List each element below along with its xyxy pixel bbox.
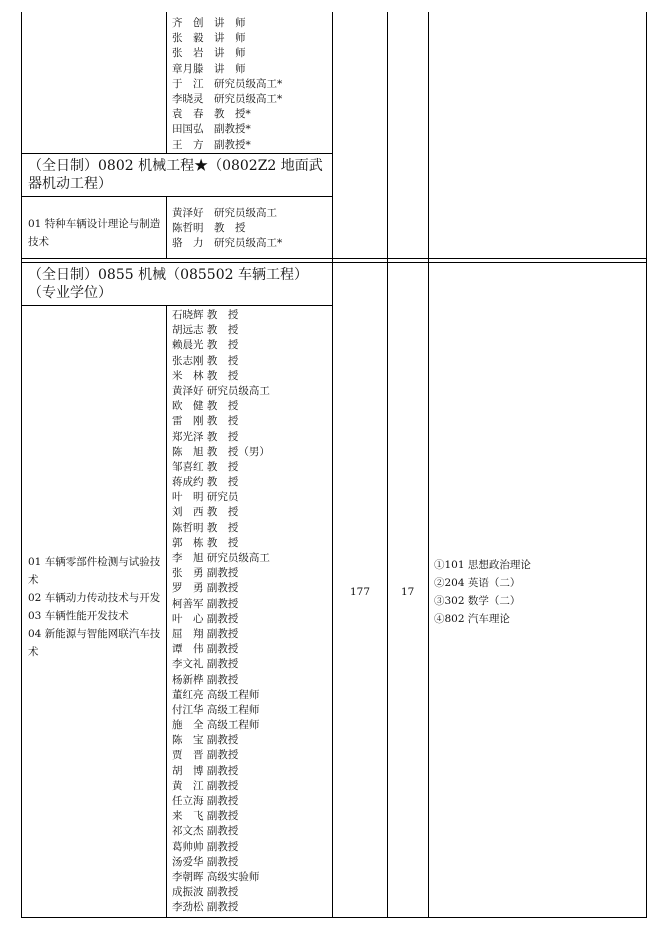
teacher-entry: 王 方 副教授* bbox=[172, 138, 251, 151]
teacher-entry: 胡远志 教 授 bbox=[172, 324, 239, 337]
teacher-entry: 张志刚 教 授 bbox=[172, 354, 239, 367]
teacher-entry: 李 旭 研究员级高工 bbox=[172, 552, 270, 564]
teacher-entry: 成振波 副教授 bbox=[172, 886, 239, 899]
direction-item: 04 新能源与智能网联汽车技术 bbox=[28, 628, 161, 658]
teacher-entry: 黄 江 副教授 bbox=[172, 779, 239, 792]
row-line-b-heading bbox=[21, 196, 332, 197]
teacher-entry: 张 毅 讲 师 bbox=[172, 32, 246, 45]
exam-subject: ③302 数学（二） bbox=[434, 595, 521, 607]
teacher-entry: 袁 春 教 授* bbox=[172, 108, 251, 121]
teacher-entry: 郭 栋 教 授 bbox=[172, 536, 239, 549]
teacher-entry: 董红亮 高级工程师 bbox=[172, 688, 260, 701]
teacher-entry: 任立海 副教授 bbox=[172, 795, 239, 807]
teacher-entry: 付江华 高级工程师 bbox=[172, 703, 260, 716]
teacher-entry: 蒋成约 教 授 bbox=[172, 476, 239, 489]
teacher-entry: 黄泽好 研究员级高工 bbox=[172, 384, 270, 397]
teacher-entry: 刘 西 教 授 bbox=[172, 506, 239, 519]
row-line-b-end-1 bbox=[21, 258, 646, 259]
teacher-entry: 于 江 研究员级高工* bbox=[172, 77, 283, 90]
teacher-entry: 陈 旭 教 授（男） bbox=[172, 445, 270, 458]
direction-item: 01 车辆零部件检测与试验技术 bbox=[28, 556, 161, 586]
program-heading-0802: （全日制）0802 机械工程★（0802Z2 地面武器机动工程） bbox=[28, 158, 323, 192]
teacher-entry: 汤爱华 副教授 bbox=[172, 855, 239, 868]
col-divider-direction-a bbox=[166, 12, 167, 153]
teacher-entry: 贾 晋 副教授 bbox=[172, 749, 239, 762]
teacher-entry: 雷 刚 教 授 bbox=[172, 415, 239, 428]
table-border-left bbox=[21, 12, 22, 918]
research-direction-b: 01 特种车辆设计理论与制造技术 bbox=[28, 218, 161, 248]
teacher-list-b bbox=[172, 206, 282, 252]
direction-item: 03 车辆性能开发技术 bbox=[28, 610, 129, 622]
teacher-entry: 邹喜红 教 授 bbox=[172, 460, 239, 473]
exam-subject: ②204 英语（二） bbox=[434, 577, 521, 589]
teacher-entry: 赖晨光 教 授 bbox=[172, 339, 239, 352]
teacher-entry: 杨新桦 副教授 bbox=[172, 673, 239, 686]
teacher-entry: 石晓辉 教 授 bbox=[172, 309, 239, 321]
col-divider-enrollment bbox=[387, 12, 388, 918]
teacher-entry: 田国弘 副教授* bbox=[172, 123, 251, 136]
teacher-entry: 柯善军 副教授 bbox=[172, 597, 239, 610]
col-divider-exams bbox=[428, 12, 429, 918]
teacher-list-c bbox=[172, 308, 270, 916]
teacher-entry: 陈 宝 副教授 bbox=[172, 734, 239, 747]
teacher-entry: 施 全 高级工程师 bbox=[172, 719, 260, 732]
teacher-entry: 胡 博 副教授 bbox=[172, 764, 239, 777]
row-line-b-end-2 bbox=[21, 262, 646, 263]
teacher-entry: 李劲松 副教授 bbox=[172, 901, 239, 914]
teacher-entry: 李文礼 副教授 bbox=[172, 658, 239, 671]
direction-item: 02 车辆动力传动技术与开发 bbox=[28, 592, 161, 604]
exam-subject: ④802 汽车理论 bbox=[434, 613, 510, 625]
teacher-entry: 李朝晖 高级实验师 bbox=[172, 870, 260, 883]
teacher-entry: 叶 心 副教授 bbox=[172, 612, 239, 625]
exam-subject: ①101 思想政治理论 bbox=[434, 559, 531, 571]
teacher-entry: 祁文杰 副教授 bbox=[172, 825, 239, 838]
teacher-entry: 张 勇 副教授 bbox=[172, 567, 239, 580]
teacher-entry: 李晓灵 研究员级高工* bbox=[172, 92, 283, 105]
teacher-entry: 谭 伟 副教授 bbox=[172, 643, 239, 656]
enrollment-count: 177 bbox=[350, 586, 371, 598]
teacher-entry: 叶 明 研究员 bbox=[172, 491, 239, 504]
teacher-entry: 骆 力 研究员级高工* bbox=[172, 237, 283, 250]
research-directions-c bbox=[28, 553, 163, 661]
teacher-entry: 罗 勇 副教授 bbox=[172, 582, 239, 595]
col-divider-direction-b bbox=[166, 197, 167, 258]
table-border-bottom bbox=[21, 917, 646, 918]
recommended-count: 17 bbox=[401, 586, 415, 598]
teacher-entry: 来 飞 副教授 bbox=[172, 810, 239, 823]
exam-subjects bbox=[434, 556, 531, 628]
teacher-entry: 米 林 教 授 bbox=[172, 369, 239, 382]
teacher-entry: 葛帅帅 副教授 bbox=[172, 840, 239, 853]
table-border-right bbox=[646, 12, 647, 918]
teacher-entry: 欧 健 教 授 bbox=[172, 400, 239, 413]
teacher-entry: 陈哲明 教 授 bbox=[172, 521, 239, 534]
row-line-a-end bbox=[21, 153, 332, 154]
teacher-entry: 屈 翔 副教授 bbox=[172, 627, 239, 640]
col-divider-teachers bbox=[332, 12, 333, 918]
teacher-entry: 郑光泽 教 授 bbox=[172, 430, 239, 443]
teacher-entry: 齐 创 讲 师 bbox=[172, 17, 246, 29]
row-line-c-heading bbox=[21, 305, 332, 306]
teacher-entry: 陈哲明 教 授 bbox=[172, 222, 246, 235]
teacher-list-a bbox=[172, 16, 282, 153]
teacher-entry: 张 岩 讲 师 bbox=[172, 47, 246, 60]
col-divider-direction-c bbox=[166, 306, 167, 918]
program-heading-0855: （全日制）0855 机械（085502 车辆工程）（专业学位） bbox=[28, 267, 308, 301]
teacher-entry: 黄泽好 研究员级高工 bbox=[172, 207, 277, 219]
teacher-entry: 章月滕 讲 师 bbox=[172, 62, 246, 75]
